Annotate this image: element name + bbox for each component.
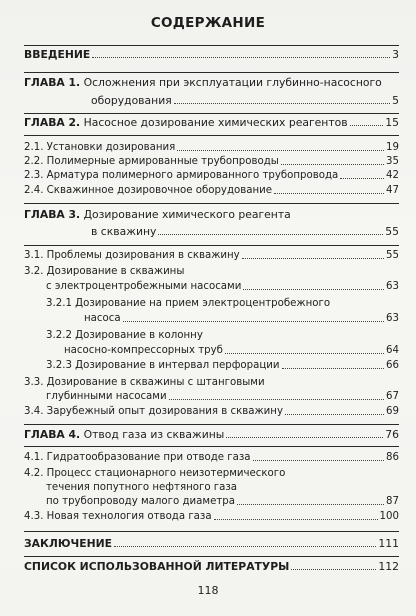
entry-label: 4.3. Новая технология отвода газа xyxy=(24,511,212,522)
leader-dots xyxy=(114,546,376,547)
entry-label: 3.4. Зарубежный опыт дозирования в скважину xyxy=(24,406,283,417)
entry-page: 63 xyxy=(386,281,399,292)
toc-entry-conclusion[interactable] xyxy=(24,537,399,550)
leader-dots xyxy=(92,57,390,58)
leader-dots xyxy=(158,234,383,235)
chapter-number: ГЛАВА 4. xyxy=(24,428,81,441)
leader-dots xyxy=(123,321,384,322)
entry-label-line3: по трубопроводу малого диаметра xyxy=(46,496,235,507)
entry-label-line2: насосно-компрессорных труб xyxy=(64,345,223,356)
entry-page: 76 xyxy=(385,428,399,441)
toc-entry-3-1[interactable] xyxy=(24,249,399,262)
divider xyxy=(24,245,399,246)
chapter-title-line2: в скважину xyxy=(91,225,157,238)
toc-entry-2-1[interactable] xyxy=(24,141,399,154)
toc-entry-3-3-cont[interactable] xyxy=(46,390,399,403)
entry-page: 86 xyxy=(386,452,399,463)
divider xyxy=(24,446,399,447)
entry-label: ЗАКЛЮЧЕНИЕ xyxy=(24,537,113,550)
entry-page: 19 xyxy=(386,142,399,153)
divider xyxy=(24,531,399,532)
divider xyxy=(24,424,399,425)
divider xyxy=(24,113,399,114)
toc-entry-bibliography[interactable] xyxy=(24,560,399,573)
leader-dots xyxy=(274,193,384,194)
entry-page: 47 xyxy=(386,185,399,196)
entry-page: 67 xyxy=(386,391,399,402)
divider xyxy=(24,72,399,73)
entry-page: 5 xyxy=(392,94,399,107)
entry-page: 15 xyxy=(385,116,399,129)
toc-entry-2-2[interactable] xyxy=(24,155,399,168)
divider xyxy=(24,556,399,557)
toc-entry-2-4[interactable] xyxy=(24,184,399,197)
leader-dots xyxy=(226,437,383,438)
toc-entry-4-2-cont[interactable] xyxy=(46,495,399,508)
toc-title: СОДЕРЖАНИЕ xyxy=(150,15,266,31)
page-number: 118 xyxy=(197,584,219,597)
leader-dots xyxy=(237,504,384,505)
toc-entry-chapter-2[interactable] xyxy=(24,116,399,129)
entry-page: 100 xyxy=(379,511,399,522)
entry-page: 111 xyxy=(378,537,399,550)
entry-page: 55 xyxy=(385,225,399,238)
entry-page: 87 xyxy=(386,496,399,507)
entry-label: 2.3. Арматура полимерного армированного трубопровода xyxy=(24,170,339,181)
chapter-title: Насосное дозирование химических реагентов xyxy=(83,116,348,129)
toc-entry-3-2-2[interactable] xyxy=(46,329,203,342)
entry-label-line1: 3.2.1 Дозирование на прием электроцентробежного xyxy=(46,298,331,309)
entry-label-line1: 3.2. Дозирование в скважины xyxy=(24,266,185,277)
entry-page: 69 xyxy=(386,406,399,417)
leader-dots xyxy=(243,289,384,290)
toc-entry-3-2-1-cont[interactable] xyxy=(84,312,399,325)
leader-dots xyxy=(350,125,384,126)
entry-label-line1: 3.3. Дозирование в скважины с штанговыми xyxy=(24,377,265,388)
leader-dots xyxy=(253,460,384,461)
leader-dots xyxy=(281,164,384,165)
entry-label: ВВЕДЕНИЕ xyxy=(24,48,91,61)
chapter-number: ГЛАВА 1. xyxy=(24,76,81,89)
toc-entry-3-2-cont[interactable] xyxy=(46,280,399,293)
leader-dots xyxy=(174,103,390,104)
leader-dots xyxy=(225,353,384,354)
toc-entry-chapter-1[interactable] xyxy=(24,76,382,89)
toc-entry-chapter-4[interactable] xyxy=(24,428,399,441)
toc-entry-3-4[interactable] xyxy=(24,405,399,418)
leader-dots xyxy=(242,258,384,259)
entry-page: 63 xyxy=(386,313,399,324)
chapter-number: ГЛАВА 2. xyxy=(24,116,81,129)
toc-entry-3-2-1[interactable] xyxy=(46,297,330,310)
chapter-number: ГЛАВА 3. xyxy=(24,208,81,221)
toc-entry-4-2-line2 xyxy=(46,481,237,494)
entry-page: 66 xyxy=(386,360,399,371)
toc-entry-2-3[interactable] xyxy=(24,169,399,182)
entry-label: 3.2.3 Дозирование в интервал перфорации xyxy=(46,360,280,371)
entry-label-line1: 3.2.2 Дозирование в колонну xyxy=(46,330,203,341)
toc-entry-4-3[interactable] xyxy=(24,510,399,523)
leader-dots xyxy=(282,368,384,369)
leader-dots xyxy=(214,519,378,520)
entry-label: 2.1. Установки дозирования xyxy=(24,142,176,153)
leader-dots xyxy=(177,150,384,151)
entry-label: СПИСОК ИСПОЛЬЗОВАННОЙ ЛИТЕРАТУРЫ xyxy=(24,560,290,573)
leader-dots xyxy=(285,414,384,415)
entry-label: 2.4. Скважинное дозировочное оборудование xyxy=(24,185,273,196)
entry-page: 64 xyxy=(386,345,399,356)
leader-dots xyxy=(291,569,376,570)
entry-page: 35 xyxy=(386,156,399,167)
chapter-title-line1: Дозирование химического реагента xyxy=(83,208,291,221)
divider xyxy=(24,45,399,46)
entry-label-line1: 4.2. Процесс стационарного неизотермического xyxy=(24,468,286,479)
toc-entry-3-2-3[interactable] xyxy=(46,359,399,372)
entry-label-line2: глубинными насосами xyxy=(46,391,167,402)
toc-entry-3-2-2-cont[interactable] xyxy=(64,344,399,357)
entry-label-line2: с электроцентробежными насосами xyxy=(46,281,242,292)
divider xyxy=(24,135,399,136)
chapter-title-line2: оборудования xyxy=(91,94,172,107)
toc-entry-3-3[interactable] xyxy=(24,376,265,389)
entry-page: 112 xyxy=(378,560,399,573)
entry-page: 42 xyxy=(386,170,399,181)
entry-page: 3 xyxy=(392,48,399,61)
chapter-title-line1: Осложнения при эксплуатации глубинно-насосного xyxy=(83,76,382,89)
toc-entry-4-2[interactable] xyxy=(24,467,285,480)
toc-entry-4-1[interactable] xyxy=(24,451,399,464)
divider xyxy=(24,203,399,204)
leader-dots xyxy=(169,399,384,400)
toc-entry-chapter-3[interactable] xyxy=(24,208,291,221)
entry-label: 3.1. Проблемы дозирования в скважину xyxy=(24,250,240,261)
entry-page: 55 xyxy=(386,250,399,261)
chapter-title: Отвод газа из скважины xyxy=(83,428,225,441)
entry-label: 4.1. Гидратообразование при отводе газа xyxy=(24,452,251,463)
toc-entry-3-2[interactable] xyxy=(24,265,184,278)
entry-label-line2: течения попутного нефтяного газа xyxy=(46,482,238,493)
entry-label-line2: насоса xyxy=(84,313,121,324)
toc-entry-introduction[interactable] xyxy=(24,48,399,61)
leader-dots xyxy=(340,178,384,179)
toc-entry-chapter-1-cont[interactable] xyxy=(91,94,399,107)
entry-label: 2.2. Полимерные армированные трубопроводы xyxy=(24,156,279,167)
toc-entry-chapter-3-cont[interactable] xyxy=(91,225,399,238)
